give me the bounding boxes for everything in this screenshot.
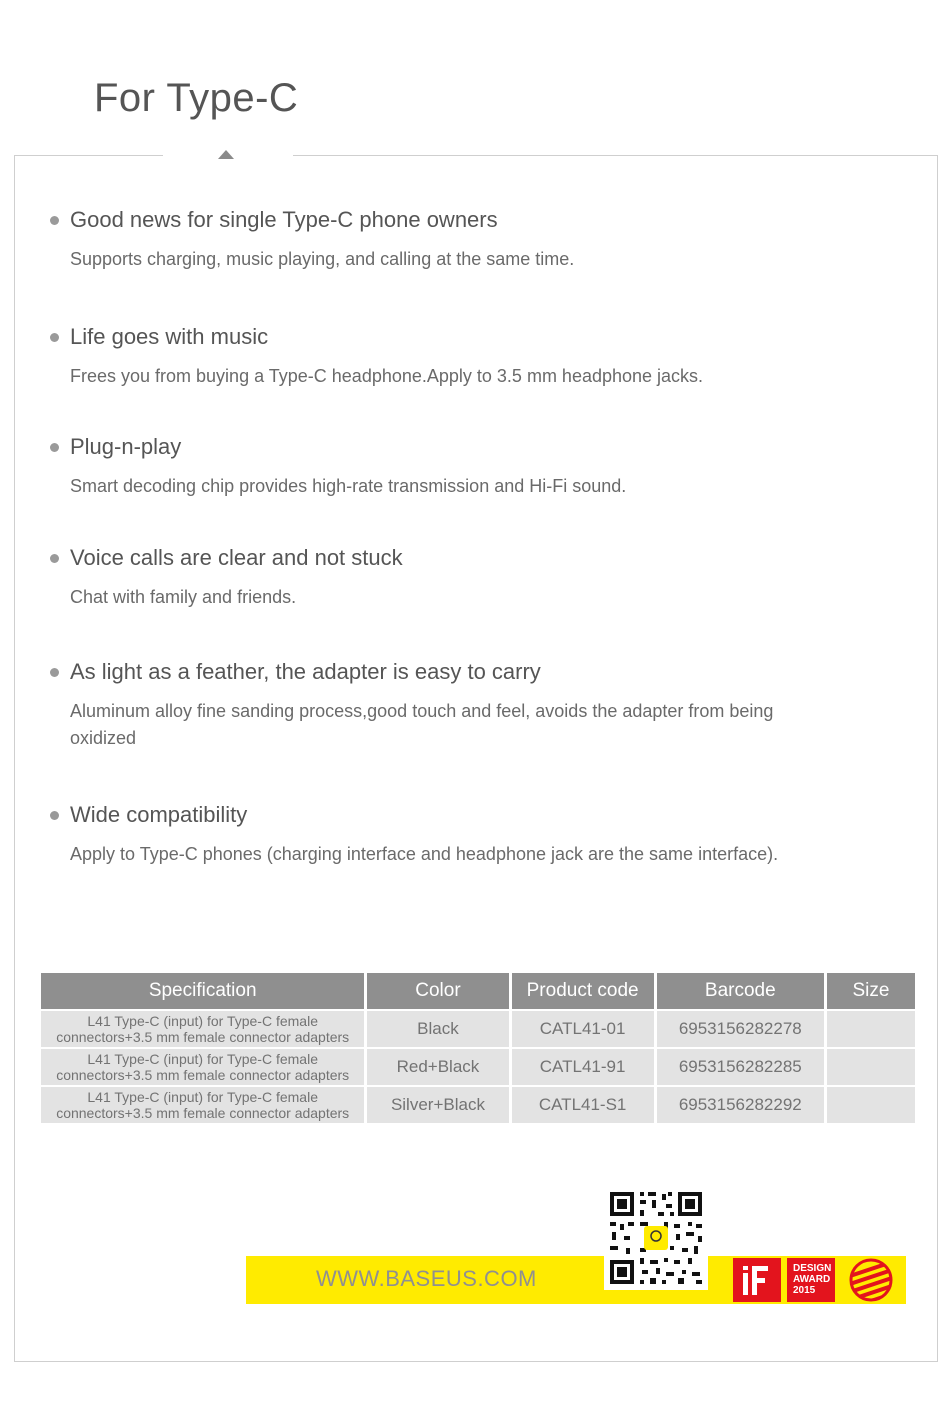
table-cell <box>827 1011 915 1047</box>
table-cell <box>827 1087 915 1123</box>
table-cell: Silver+Black <box>367 1087 508 1123</box>
bullet-icon <box>50 554 59 563</box>
bullet-icon <box>50 216 59 225</box>
feature-item <box>50 324 870 390</box>
caret-up-icon <box>218 150 234 159</box>
table-cell: 6953156282285 <box>657 1049 824 1085</box>
table-cell: L41 Type-C (input) for Type-C female connectors+3.5 mm female connector adapters <box>41 1087 364 1123</box>
bullet-icon <box>50 333 59 342</box>
column-header: Specification <box>41 973 364 1009</box>
feature-heading: Good news for single Type-C phone owners <box>70 207 498 232</box>
feature-description: Supports charging, music playing, and calling at the same time. <box>70 249 575 269</box>
feature-heading: Plug-n-play <box>70 434 182 459</box>
feature-item <box>50 207 870 273</box>
table-cell: L41 Type-C (input) for Type-C female connectors+3.5 mm female connector adapters <box>41 1011 364 1047</box>
column-header: Size <box>827 973 915 1009</box>
table-cell: 6953156282292 <box>657 1087 824 1123</box>
feature-item <box>50 659 870 752</box>
feature-description: Frees you from buying a Type-C headphone.Apply to 3.5 mm headphone jacks. <box>70 366 704 386</box>
column-header: Product code <box>512 973 654 1009</box>
red-dot-logo <box>847 1257 895 1303</box>
table-cell: 6953156282278 <box>657 1011 824 1047</box>
website-link[interactable]: WWW.BASEUS.COM <box>316 1266 537 1291</box>
feature-item <box>50 434 870 500</box>
column-header: Color <box>367 973 508 1009</box>
feature-description: Chat with family and friends. <box>70 587 297 607</box>
bullet-icon <box>50 668 59 677</box>
table-cell: CATL41-01 <box>512 1011 654 1047</box>
column-header: Barcode <box>657 973 824 1009</box>
bullet-icon <box>50 811 59 820</box>
feature-heading: Life goes with music <box>70 324 269 349</box>
table-header-row <box>41 973 915 1009</box>
table-cell: Black <box>367 1011 508 1047</box>
table-row <box>41 1087 915 1123</box>
feature-heading: Wide compatibility <box>70 802 248 827</box>
table-row <box>41 1049 915 1085</box>
feature-heading: As light as a feather, the adapter is easy to carry <box>70 659 541 684</box>
bullet-icon <box>50 443 59 452</box>
award-text-line: 2015 <box>793 1285 816 1296</box>
feature-description: Aluminum alloy fine sanding process,good touch and feel, avoids the adapter from being oxidized <box>70 701 774 748</box>
table-cell: CATL41-S1 <box>512 1087 654 1123</box>
feature-item <box>50 545 870 611</box>
page-title: For Type-C <box>94 76 299 120</box>
award-text-line: AWARD <box>793 1274 831 1285</box>
if-logo <box>733 1258 781 1302</box>
qr-code-icon <box>604 1186 708 1290</box>
design-award-logo <box>787 1258 835 1302</box>
award-text-line: DESIGN <box>793 1263 832 1274</box>
table-cell: Red+Black <box>367 1049 508 1085</box>
feature-heading: Voice calls are clear and not stuck <box>70 545 403 570</box>
table-cell <box>827 1049 915 1085</box>
table-row <box>41 1011 915 1047</box>
feature-description: Apply to Type-C phones (charging interface and headphone jack are the same interface). <box>70 844 779 864</box>
feature-description: Smart decoding chip provides high-rate transmission and Hi-Fi sound. <box>70 476 627 496</box>
table-cell: CATL41-91 <box>512 1049 654 1085</box>
feature-item <box>50 802 870 868</box>
spec-table <box>38 971 918 1125</box>
table-cell: L41 Type-C (input) for Type-C female connectors+3.5 mm female connector adapters <box>41 1049 364 1085</box>
